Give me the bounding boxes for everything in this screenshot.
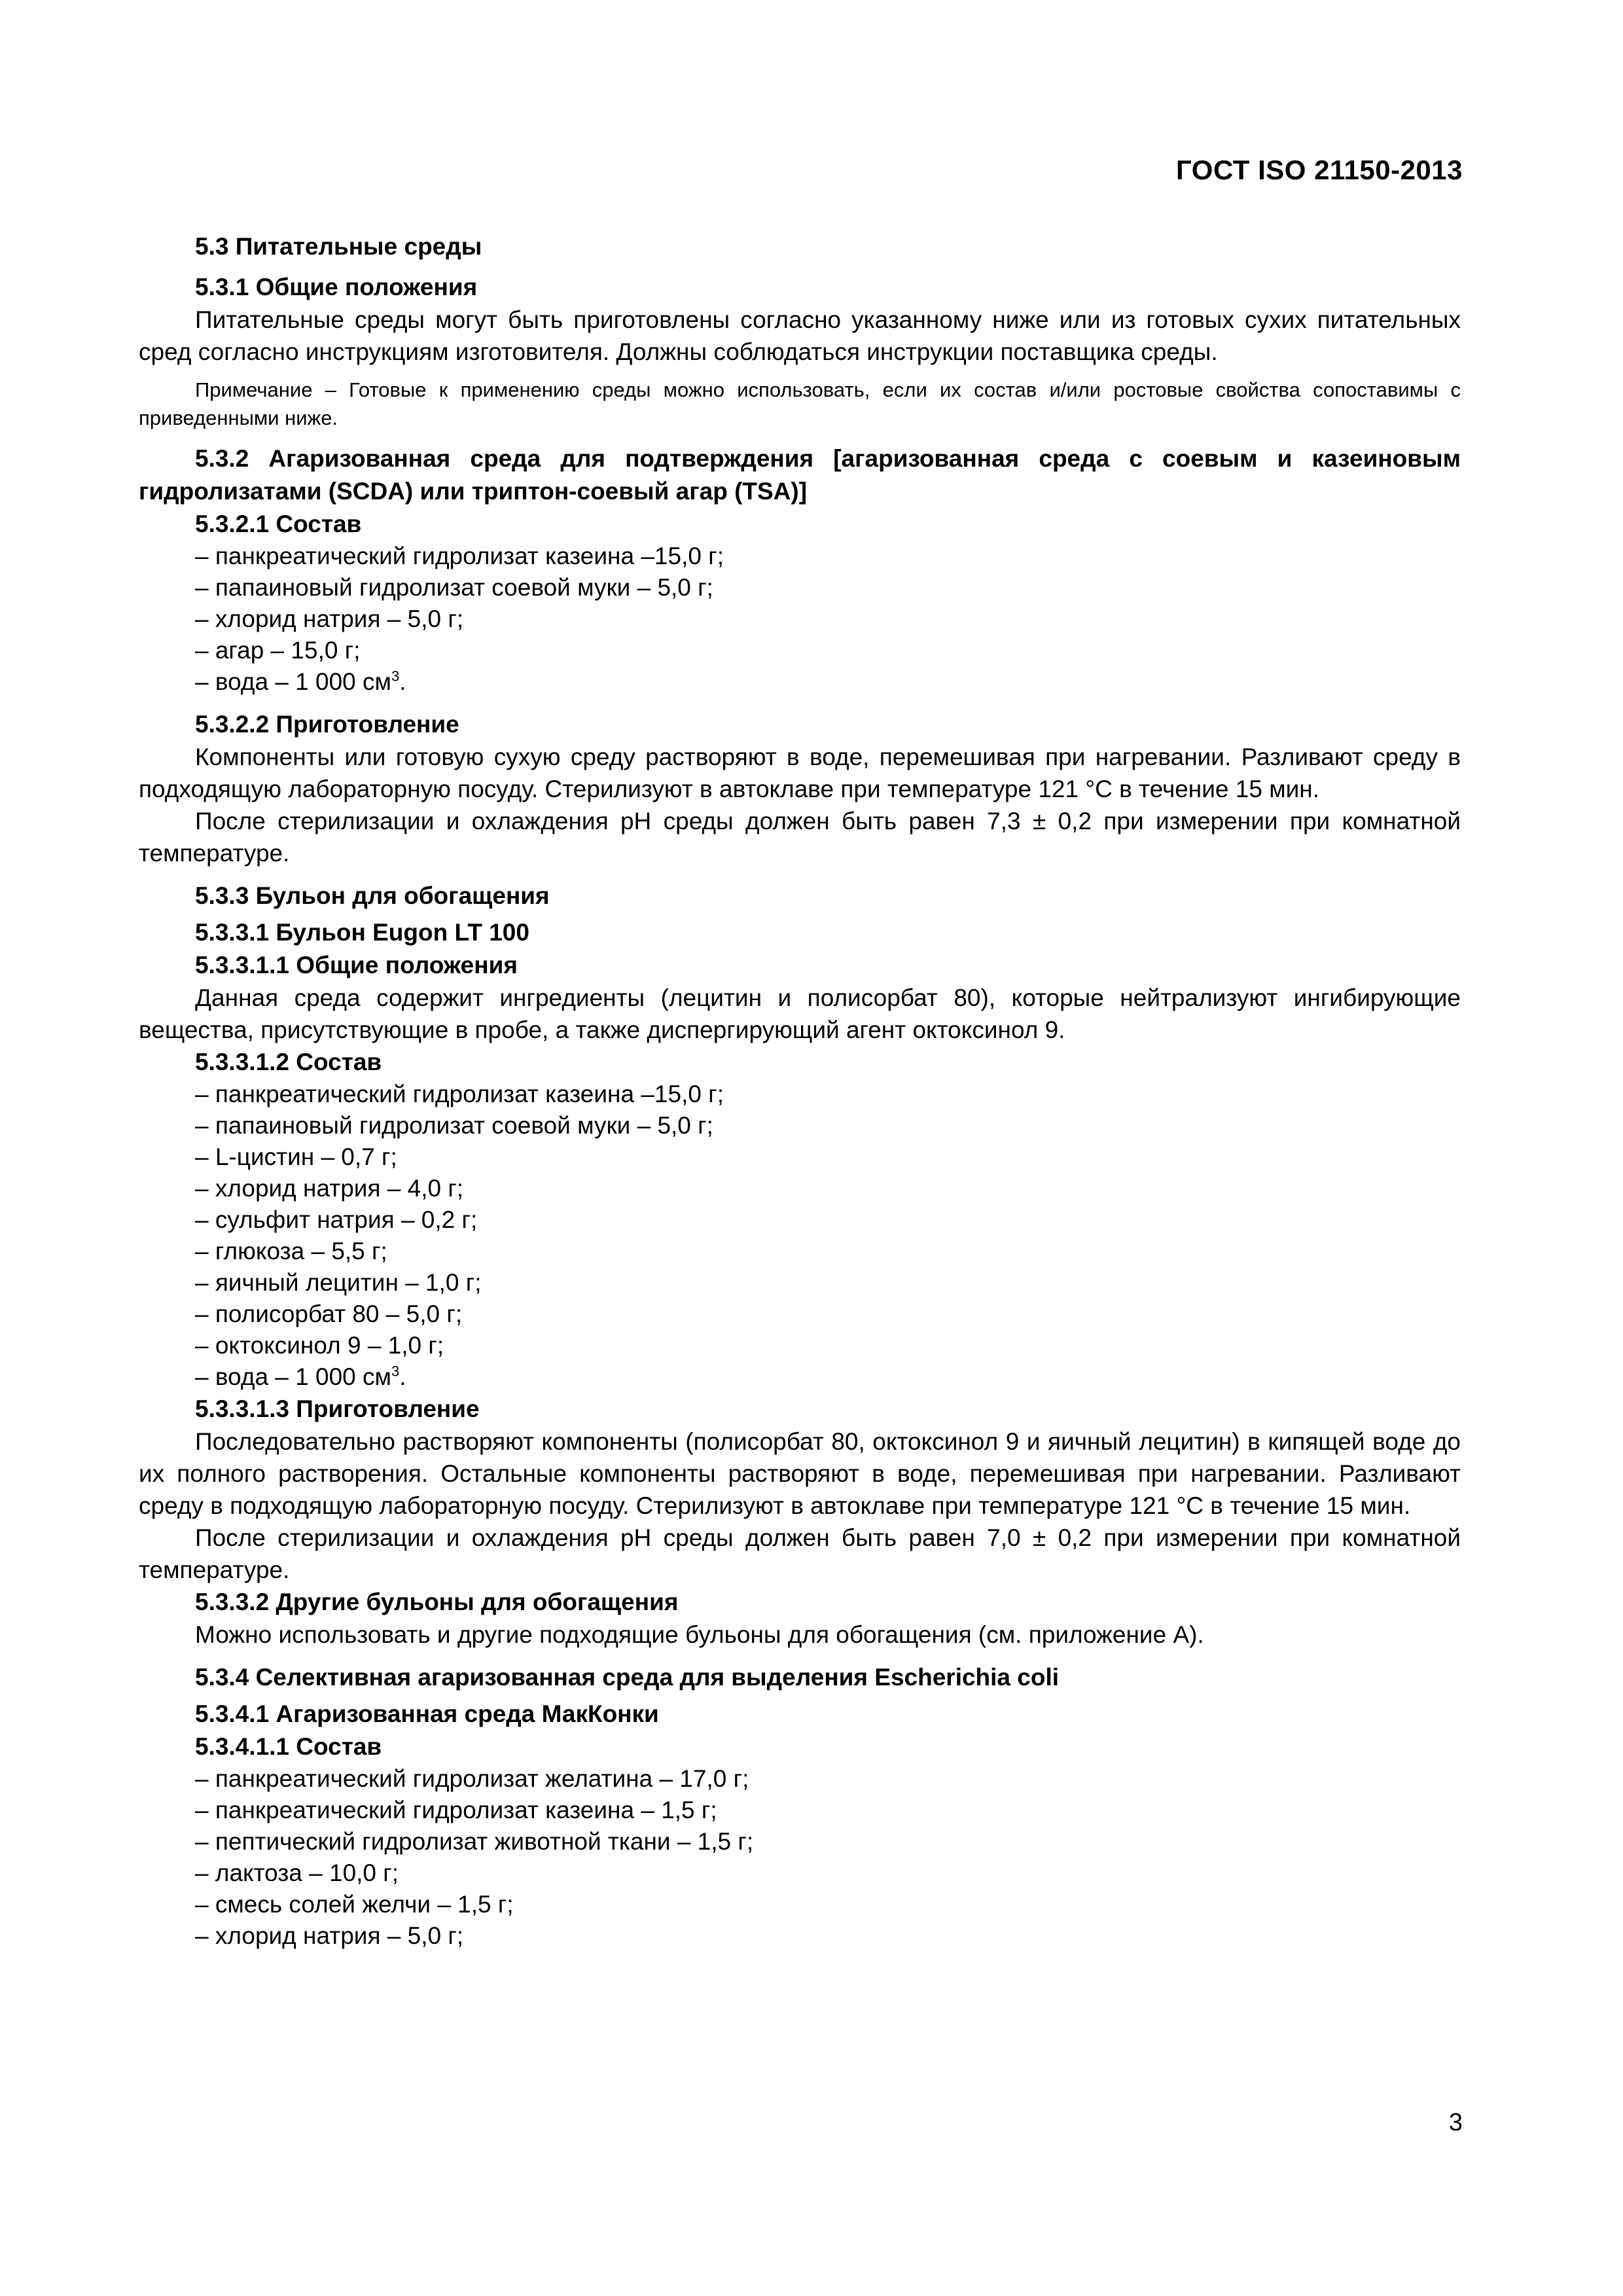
list-item: – хлорид натрия – 5,0 г; — [195, 1922, 464, 1949]
section-5-3-1-paragraph: Питательные среды могут быть приготовлены согласно указанному ниже или из готовых сухих питательных сред согласно инструкциям изготовителя. Должны соблюдаться инструкции поставщика среды. — [139, 306, 1461, 365]
period: . — [399, 1363, 406, 1390]
list-item: – L-цистин – 0,7 г; — [195, 1143, 397, 1170]
list-item: – папаиновый гидролизат соевой муки – 5,0 г; — [195, 1112, 713, 1139]
composition-list-5-3-2-1 — [139, 541, 1461, 698]
list-item: – панкреатический гидролизат казеина –15,0 г; — [195, 1081, 724, 1107]
list-item-water — [195, 666, 1461, 698]
section-5-3-3-1-3-title: 5.3.3.1.3 Приготовление — [195, 1395, 480, 1422]
list-item: – панкреатический гидролизат казеина –15,0 г; — [195, 543, 724, 569]
section-5-3-3-1-2-title: 5.3.3.1.2 Состав — [195, 1049, 382, 1075]
list-item: – глюкоза – 5,5 г; — [195, 1238, 387, 1265]
superscript: 3 — [391, 1363, 400, 1380]
period: . — [399, 668, 406, 695]
list-item: – полисорбат 80 – 5,0 г; — [195, 1300, 463, 1327]
list-item: – сульфит натрия – 0,2 г; — [195, 1206, 478, 1233]
superscript: 3 — [391, 668, 400, 685]
list-item-water — [195, 1361, 1461, 1393]
list-item: – лактоза – 10,0 г; — [195, 1859, 399, 1886]
section-5-3-3-2-title: 5.3.3.2 Другие бульоны для обогащения — [195, 1588, 679, 1615]
list-item: – панкреатический гидролизат желатина – 17,0 г; — [195, 1765, 749, 1792]
section-5-3-1-title: 5.3.1 Общие положения — [195, 274, 478, 300]
section-5-3-4-1-1-title: 5.3.4.1.1 Состав — [195, 1733, 382, 1760]
other-broths-paragraph: Можно использовать и другие подходящие бульоны для обогащения (см. приложение А). — [195, 1621, 1204, 1648]
section-5-3-1-note: Примечание – Готовые к применению среды можно использовать, если их состав и/или ростовые свойства сопоставимы с приведенными ниже. — [139, 378, 1461, 429]
section-5-3-title: 5.3 Питательные среды — [195, 233, 482, 260]
document-body — [139, 230, 1461, 1952]
list-item: – октоксинол 9 – 1,0 г; — [195, 1332, 444, 1359]
list-item: – хлорид натрия – 4,0 г; — [195, 1175, 464, 1202]
preparation-paragraph-2: После стерилизации и охлаждения рН среды должен быть равен 7,3 ± 0,2 при измерении при комнатной температуре. — [139, 808, 1461, 867]
section-5-3-2-2-title: 5.3.2.2 Приготовление — [195, 711, 459, 738]
section-5-3-2-title: 5.3.2 Агаризованная среда для подтверждения [агаризованная среда с соевым и казеиновым гидролизатами (SCDA) или триптон-соевый агар (TSA)] — [139, 445, 1461, 505]
list-item: – хлорид натрия – 5,0 г; — [195, 605, 464, 632]
general-paragraph: Данная среда содержит ингредиенты (лецитин и полисорбат 80), которые нейтрализуют ингибирующие вещества, присутствующие в пробе, а также диспергирующий агент октоксинол 9. — [139, 984, 1461, 1043]
preparation-paragraph-1: Последовательно растворяют компоненты (полисорбат 80, октоксинол 9 и яичный лецитин) в кипящей воде до их полного растворения. Остальные компоненты растворяют в воде, перемешивая при нагревании. Разливают среду в подходящую лабораторную посуду. Стерилизуют в автоклаве при температуре 121 °С в течение 15 мин. — [139, 1428, 1461, 1519]
document-code: ГОСТ ISO 21150-2013 — [1176, 154, 1463, 185]
list-item: – смесь солей желчи – 1,5 г; — [195, 1891, 514, 1918]
list-item: – яичный лецитин – 1,0 г; — [195, 1269, 482, 1296]
list-item: – пептический гидролизат животной ткани – 1,5 г; — [195, 1828, 754, 1855]
section-5-3-4-title: 5.3.4 Селективная агаризованная среда для выделения Escherichia coli — [195, 1664, 1060, 1691]
page-number: 3 — [1448, 2109, 1463, 2136]
composition-list-5-3-3-1-2 — [139, 1079, 1461, 1393]
list-item: – панкреатический гидролизат казеина – 1,5 г; — [195, 1797, 717, 1823]
preparation-paragraph-2: После стерилизации и охлаждения рН среды должен быть равен 7,0 ± 0,2 при измерении при комнатной температуре. — [139, 1524, 1461, 1583]
section-5-3-4-1-title: 5.3.4.1 Агаризованная среда МакКонки — [195, 1700, 659, 1727]
section-5-3-3-title: 5.3.3 Бульон для обогащения — [195, 882, 550, 909]
preparation-paragraph-1: Компоненты или готовую сухую среду растворяют в воде, перемешивая при нагревании. Разливают среду в подходящую лабораторную посуду. Стерилизуют в автоклаве при температуре 121 °С в течение 15 мин. — [139, 744, 1461, 802]
composition-list-5-3-4-1-1 — [139, 1763, 1461, 1952]
water-text: – вода – 1 000 см — [195, 668, 391, 695]
section-5-3-2-1-title: 5.3.2.1 Состав — [195, 511, 362, 537]
list-item: – агар – 15,0 г; — [195, 637, 361, 664]
water-text: – вода – 1 000 см — [195, 1363, 391, 1390]
section-5-3-3-1-title: 5.3.3.1 Бульон Eugon LT 100 — [195, 919, 529, 946]
list-item: – папаиновый гидролизат соевой муки – 5,0 г; — [195, 574, 713, 601]
section-5-3-3-1-1-title: 5.3.3.1.1 Общие положения — [195, 952, 518, 978]
